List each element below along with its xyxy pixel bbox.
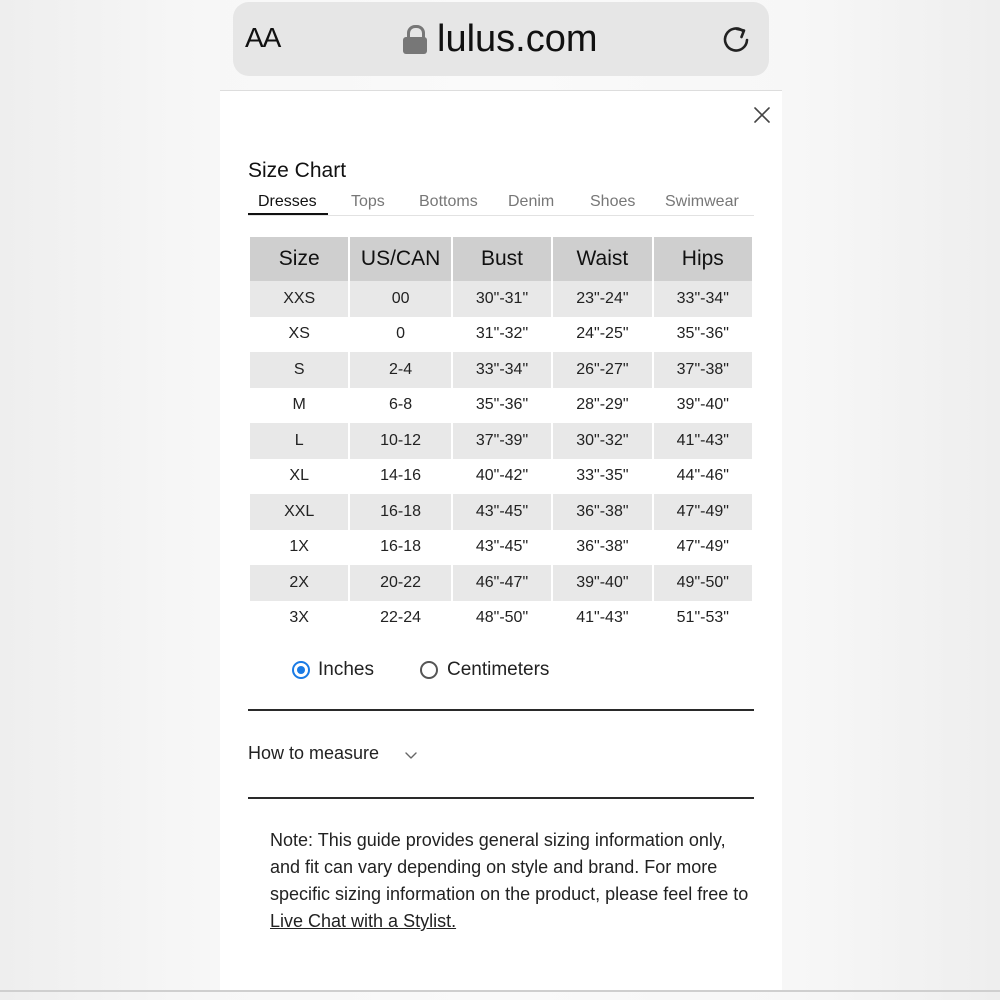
centimeters-radio[interactable] xyxy=(420,661,438,679)
table-cell: 51"-53" xyxy=(654,601,752,637)
table-cell: 35"-36" xyxy=(654,317,752,353)
table-cell: 36"-38" xyxy=(553,530,651,566)
chevron-down-icon xyxy=(404,744,418,765)
note-prefix: Note: xyxy=(270,830,314,850)
table-cell: 43"-45" xyxy=(453,494,551,530)
table-cell: 41"-43" xyxy=(654,423,752,459)
table-cell: XL xyxy=(250,459,348,495)
table-header-row xyxy=(250,237,752,281)
table-cell: 49"-50" xyxy=(654,565,752,601)
live-chat-link[interactable]: Live Chat with a Stylist. xyxy=(270,911,457,931)
table-row xyxy=(250,459,752,495)
table-cell: 6-8 xyxy=(350,388,450,424)
column-header-us-can: US/CAN xyxy=(350,237,450,281)
table-row xyxy=(250,494,752,530)
table-cell: L xyxy=(250,423,348,459)
table-cell: 0 xyxy=(350,317,450,353)
inches-label[interactable]: Inches xyxy=(318,659,374,680)
table-row xyxy=(250,281,752,317)
table-cell: 26"-27" xyxy=(553,352,651,388)
table-cell: M xyxy=(250,388,348,424)
tab-swimwear[interactable]: Swimwear xyxy=(665,193,739,210)
table-cell: XS xyxy=(250,317,348,353)
how-to-measure-toggle[interactable] xyxy=(248,743,418,765)
url-display[interactable] xyxy=(403,16,598,62)
table-cell: 39"-40" xyxy=(553,565,651,601)
size-chart-modal xyxy=(220,90,782,991)
divider xyxy=(248,797,754,799)
tab-bottoms[interactable]: Bottoms xyxy=(419,193,478,210)
table-cell: 37"-39" xyxy=(453,423,551,459)
table-cell: 41"-43" xyxy=(553,601,651,637)
table-cell: 20-22 xyxy=(350,565,450,601)
table-cell: 43"-45" xyxy=(453,530,551,566)
table-cell: 22-24 xyxy=(350,601,450,637)
modal-title: Size Chart xyxy=(248,159,347,182)
inches-radio[interactable] xyxy=(292,661,310,679)
table-row xyxy=(250,601,752,637)
table-cell: XXL xyxy=(250,494,348,530)
table-cell: 44"-46" xyxy=(654,459,752,495)
table-cell: 33"-35" xyxy=(553,459,651,495)
table-row xyxy=(250,317,752,353)
category-tabs xyxy=(248,191,754,216)
table-cell: 33"-34" xyxy=(654,281,752,317)
table-row xyxy=(250,388,752,424)
active-tab-underline xyxy=(248,213,328,215)
note-body: This guide provides general sizing information only, and fit can vary depending on style and brand. For more specific sizing information on the product, please feel free to xyxy=(270,830,749,904)
tab-denim[interactable]: Denim xyxy=(508,193,555,210)
table-cell: 30"-31" xyxy=(453,281,551,317)
column-header-size: Size xyxy=(250,237,348,281)
table-cell: 47"-49" xyxy=(654,530,752,566)
table-cell: 3X xyxy=(250,601,348,637)
table-row xyxy=(250,423,752,459)
table-cell: 14-16 xyxy=(350,459,450,495)
tab-dresses[interactable]: Dresses xyxy=(258,193,317,210)
table-row xyxy=(250,352,752,388)
url-text: lulus.com xyxy=(437,17,598,60)
table-cell: 2-4 xyxy=(350,352,450,388)
table-row xyxy=(250,530,752,566)
lock-icon xyxy=(403,25,427,53)
table-cell: 16-18 xyxy=(350,530,450,566)
tab-shoes[interactable]: Shoes xyxy=(590,193,636,210)
table-cell: 23"-24" xyxy=(553,281,651,317)
text-size-label: AA xyxy=(245,22,281,53)
table-cell: 31"-32" xyxy=(453,317,551,353)
address-bar[interactable] xyxy=(233,2,769,76)
bottom-border xyxy=(0,990,1000,992)
table-cell: 1X xyxy=(250,530,348,566)
table-cell: 37"-38" xyxy=(654,352,752,388)
table-cell: 00 xyxy=(350,281,450,317)
size-table xyxy=(248,237,754,636)
table-cell: 36"-38" xyxy=(553,494,651,530)
close-icon[interactable] xyxy=(752,105,772,125)
table-cell: XXS xyxy=(250,281,348,317)
reload-icon[interactable] xyxy=(721,23,753,60)
column-header-bust: Bust xyxy=(453,237,551,281)
tab-tops[interactable]: Tops xyxy=(351,193,385,210)
table-cell: 46"-47" xyxy=(453,565,551,601)
centimeters-label[interactable]: Centimeters xyxy=(447,659,550,680)
how-to-measure-label: How to measure xyxy=(248,743,380,763)
table-cell: S xyxy=(250,352,348,388)
table-cell: 47"-49" xyxy=(654,494,752,530)
table-cell: 30"-32" xyxy=(553,423,651,459)
table-cell: 39"-40" xyxy=(654,388,752,424)
table-cell: 10-12 xyxy=(350,423,450,459)
column-header-waist: Waist xyxy=(553,237,651,281)
sizing-note xyxy=(270,827,750,935)
table-cell: 24"-25" xyxy=(553,317,651,353)
table-cell: 40"-42" xyxy=(453,459,551,495)
column-header-hips: Hips xyxy=(654,237,752,281)
table-cell: 33"-34" xyxy=(453,352,551,388)
table-cell: 28"-29" xyxy=(553,388,651,424)
text-size-button[interactable] xyxy=(245,22,280,54)
table-cell: 16-18 xyxy=(350,494,450,530)
table-cell: 2X xyxy=(250,565,348,601)
divider xyxy=(248,709,754,711)
table-cell: 35"-36" xyxy=(453,388,551,424)
table-row xyxy=(250,565,752,601)
table-cell: 48"-50" xyxy=(453,601,551,637)
